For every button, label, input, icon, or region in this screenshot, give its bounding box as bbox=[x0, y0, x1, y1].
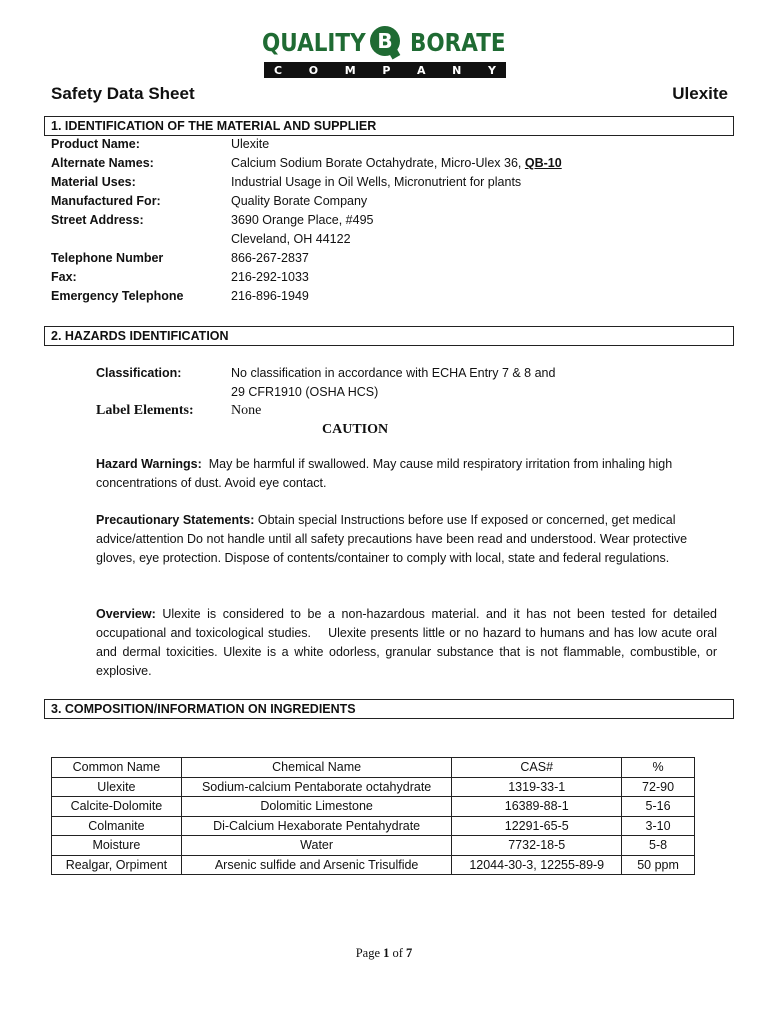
column-header: CAS# bbox=[452, 758, 622, 778]
document-title: Safety Data Sheet bbox=[51, 84, 195, 103]
street-address-label: Street Address: bbox=[51, 213, 144, 227]
manufactured-for-value: Quality Borate Company bbox=[231, 194, 368, 208]
table-cell: 72-90 bbox=[622, 777, 695, 797]
telephone-value: 866-267-2837 bbox=[231, 251, 309, 265]
precautionary-statements: Precautionary Statements: Obtain special Instructions before use If exposed or concerned, get medical advice/attention Do not handle until all safety precautions have been read and understood. Wear protective gloves, eye protection. Dispose of contents/container to comply with local, state and federal regulations. bbox=[96, 513, 688, 565]
table-cell: Arsenic sulfide and Arsenic Trisulfide bbox=[181, 855, 452, 875]
table-row bbox=[52, 855, 695, 875]
classification-label: Classification: bbox=[96, 366, 182, 380]
table-cell: 12291-65-5 bbox=[452, 816, 622, 836]
column-header: % bbox=[622, 758, 695, 778]
product-title: Ulexite bbox=[672, 84, 728, 103]
logo-tagline: C O M P A N Y bbox=[264, 62, 506, 78]
table-header-row bbox=[52, 758, 695, 778]
table-row bbox=[52, 777, 695, 797]
section-1-heading: 1. IDENTIFICATION OF THE MATERIAL AND SUPPLIER bbox=[44, 116, 734, 136]
current-page: 1 bbox=[383, 946, 390, 960]
street-address-line2: Cleveland, OH 44122 bbox=[231, 232, 351, 246]
section-2-heading: 2. HAZARDS IDENTIFICATION bbox=[44, 326, 734, 346]
table-cell: Di-Calcium Hexaborate Pentahydrate bbox=[181, 816, 452, 836]
column-header: Common Name bbox=[52, 758, 182, 778]
alternate-names-label: Alternate Names: bbox=[51, 156, 154, 170]
qb-10-link[interactable]: QB-10 bbox=[524, 156, 562, 170]
hazard-warnings: Hazard Warnings: May be harmful if swallowed. May cause mild respiratory irritation from inhaling high concentrations of dust. Avoid eye contact. bbox=[96, 457, 673, 490]
table-cell: 1319-33-1 bbox=[452, 777, 622, 797]
total-pages: 7 bbox=[406, 946, 413, 960]
material-uses-value: Industrial Usage in Oil Wells, Micronutrient for plants bbox=[231, 175, 522, 189]
classification-line2: 29 CFR1910 (OSHA HCS) bbox=[231, 385, 379, 399]
manufactured-for-label: Manufactured For: bbox=[51, 194, 161, 208]
classification-line1: No classification in accordance with ECHA Entry 7 & 8 and bbox=[231, 366, 556, 380]
table-cell: Colmanite bbox=[52, 816, 182, 836]
logo-letter: B bbox=[377, 29, 393, 53]
table-row bbox=[52, 797, 695, 817]
logo-word-right: BORATE bbox=[410, 28, 506, 57]
material-uses-label: Material Uses: bbox=[51, 175, 136, 189]
table-cell: Ulexite bbox=[52, 777, 182, 797]
table-cell: 12044-30-3, 12255-89-9 bbox=[452, 855, 622, 875]
table-cell: Dolomitic Limestone bbox=[181, 797, 452, 817]
company-logo bbox=[262, 22, 508, 80]
table-cell: Moisture bbox=[52, 836, 182, 856]
table-cell: 16389-88-1 bbox=[452, 797, 622, 817]
table-cell: 3-10 bbox=[622, 816, 695, 836]
fax-label: Fax: bbox=[51, 270, 77, 284]
logo-word-left: QUALITY bbox=[262, 28, 366, 57]
table-cell: Calcite-Dolomite bbox=[52, 797, 182, 817]
overview: Overview: Ulexite is considered to be a non-hazardous material. and it has not been tested for detailed occupational and toxicological studies. Ulexite presents little or no hazard to humans and has low acute oral and dermal toxicities. Ulexite is a white odorless, granular substance that is not flammable, combustible, or explosive. bbox=[96, 607, 721, 678]
table-row bbox=[52, 816, 695, 836]
label-elements-label: Label Elements: bbox=[96, 403, 194, 418]
emergency-telephone-label: Emergency Telephone bbox=[51, 289, 184, 303]
label-elements-value: None bbox=[231, 403, 262, 418]
signal-word: CAUTION bbox=[322, 422, 389, 437]
table-cell: Water bbox=[181, 836, 452, 856]
product-name-label: Product Name: bbox=[51, 137, 140, 151]
logo-emblem bbox=[368, 24, 402, 60]
fax-value: 216-292-1033 bbox=[231, 270, 309, 284]
telephone-label: Telephone Number bbox=[51, 251, 164, 265]
table-row bbox=[52, 836, 695, 856]
table-cell: 5-8 bbox=[622, 836, 695, 856]
street-address-line1: 3690 Orange Place, #495 bbox=[231, 213, 374, 227]
table-cell: 50 ppm bbox=[622, 855, 695, 875]
composition-table bbox=[51, 757, 695, 875]
table-cell: 5-16 bbox=[622, 797, 695, 817]
table-cell: Realgar, Orpiment bbox=[52, 855, 182, 875]
emergency-telephone-value: 216-896-1949 bbox=[231, 289, 309, 303]
table-cell: Sodium-calcium Pentaborate octahydrate bbox=[181, 777, 452, 797]
section-3-heading: 3. COMPOSITION/INFORMATION ON INGREDIENTS bbox=[44, 699, 734, 719]
alternate-names-value: Calcium Sodium Borate Octahydrate, Micro-Ulex 36, QB-10 bbox=[231, 156, 562, 170]
column-header: Chemical Name bbox=[181, 758, 452, 778]
product-name-value: Ulexite bbox=[231, 137, 270, 151]
page-footer: Page 1 of 7 bbox=[355, 946, 413, 960]
table-cell: 7732-18-5 bbox=[452, 836, 622, 856]
